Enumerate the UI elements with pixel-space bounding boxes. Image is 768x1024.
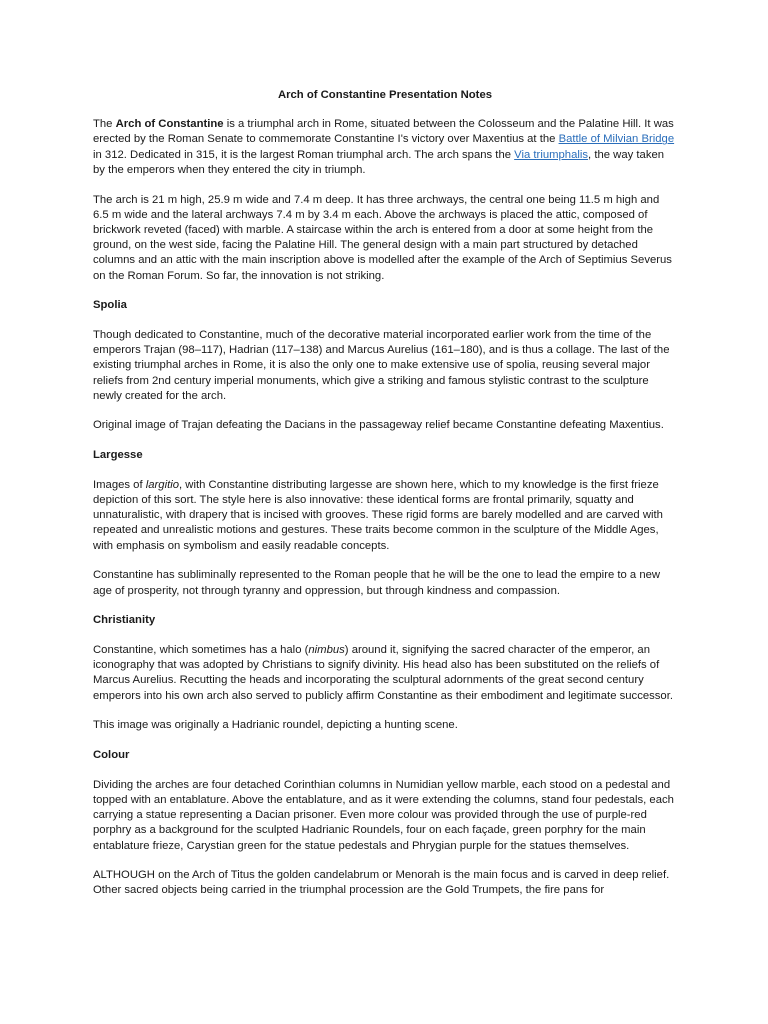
largitio-italic: largitio: [145, 478, 180, 491]
nimbus-italic: nimbus: [308, 643, 345, 656]
spolia-paragraph-2: Original image of Trajan defeating the Dacians in the passageway relief became Constantine defeating Maxentius.: [93, 419, 664, 432]
heading-colour: Colour: [93, 749, 130, 761]
heading-christianity: Christianity: [93, 614, 156, 627]
christianity-paragraph-2: This image was originally a Hadrianic roundel, depicting a hunting scene.: [93, 719, 458, 732]
colour-paragraph-2: ALTHOUGH on the Arch of Titus the golden candelabrum or Menorah is the main focus and is carved in deep relief. Other sacred objects being carried in the triumphal procession are the Gold Trumpets, the fire pans for: [93, 869, 670, 897]
spolia-paragraph-1: Though dedicated to Constantine, much of the decorative material incorporated earlier work from the time of the emperors Trajan (98–117), Hadrian (117–138) and Marcus Aurelius (161–180), and is thus a collage. The last of the existing triumphal arches in Rome, it is also the only one to make extensive use of spolia, reusing several major reliefs from 2nd century imperial monuments, which give a striking and famous stylistic contrast to the sculpture newly created for the arch.: [93, 328, 670, 402]
intro-text-1: The: [93, 118, 116, 131]
document-title: Arch of Constantine Presentation Notes: [277, 89, 493, 101]
arch-name-bold: Arch of Constantine: [115, 118, 224, 131]
intro-paragraph: [93, 117, 677, 178]
largesse-text-b: , with Constantine distributing largesse are shown here, which to my knowledge is the first frieze depiction of this sort. The style here is also innovative: these identical forms are frontal primarily, squatty and unnaturalistic, with drapery that is incised with grooves. These rigid forms are barely modelled and are carved with repeated and unrealistic motions and gestures. These traits become common in the sculpture of the Middle Ages, with emphasis on symbolism and easily readable concepts.: [93, 478, 663, 552]
intro-text-2: is a triumphal arch in Rome, situated between the Colosseum and the Palatine Hill. It was erected by the Roman Senate to commemorate Constantine I's victory over Maxentius at the: [93, 118, 674, 146]
largesse-paragraph-1: [93, 478, 677, 554]
intro-text-3: in 312. Dedicated in 315, it is the largest Roman triumphal arch. The arch spans the: [93, 148, 515, 161]
heading-spolia: Spolia: [93, 299, 127, 312]
link-via-triumphalis[interactable]: Via triumphalis: [514, 148, 589, 161]
heading-largesse: Largesse: [93, 449, 143, 462]
largesse-paragraph-2: Constantine has subliminally represented to the Roman people that he will be the one to lead the empire to a new age of prosperity, not through tyranny and oppression, but through kindness and compassion.: [93, 569, 661, 597]
christianity-text-a: Constantine, which sometimes has a halo (: [93, 643, 309, 656]
christianity-text-b: ) around it, signifying the sacred character of the emperor, an iconography that was adopted by Christians to signify divinity. His head also has been substituted on the reliefs of Marcus Aurelius. Recutting the heads and incorporating the sculptural adornments of the great second century emperors into his own arch also served to publicly affirm Constantine as their embodiment and legitimate successor.: [93, 643, 673, 702]
document-page: [93, 88, 677, 913]
link-battle-of-milvian-bridge[interactable]: Battle of Milvian Bridge: [558, 133, 675, 146]
largesse-text-a: Images of: [93, 478, 146, 491]
intro-text-4: , the way taken by the emperors when they entered the city in triumph.: [93, 148, 665, 176]
dimensions-paragraph: The arch is 21 m high, 25.9 m wide and 7.4 m deep. It has three archways, the central one being 11.5 m high and 6.5 m wide and the lateral archways 7.4 m by 3.4 m each. Above the archways is placed the attic, composed of brickwork reveted (faced) with marble. A staircase within the arch is entered from a door at some height from the ground, on the west side, facing the Palatine Hill. The general design with a main part structured by detached columns and an attic with the main inscription above is modelled after the example of the Arch of Septimius Severus on the Roman Forum. So far, the innovation is not striking.: [93, 193, 672, 282]
christianity-paragraph-1: [93, 643, 677, 704]
colour-paragraph-1: Dividing the arches are four detached Corinthian columns in Numidian yellow marble, each stood on a pedestal and topped with an entablature. Above the entablature, and as it were extending the columns, stand four pedestals, each carrying a statue representing a Dacian prisoner. Even more colour was provided through the use of purple-red porphry as a background for the sculpted Hadrianic Roundels, four on each façade, green porphry for the main entablature frieze, Carystian green for the statue pedestals and Phrygian purple for the statues themselves.: [93, 778, 674, 852]
